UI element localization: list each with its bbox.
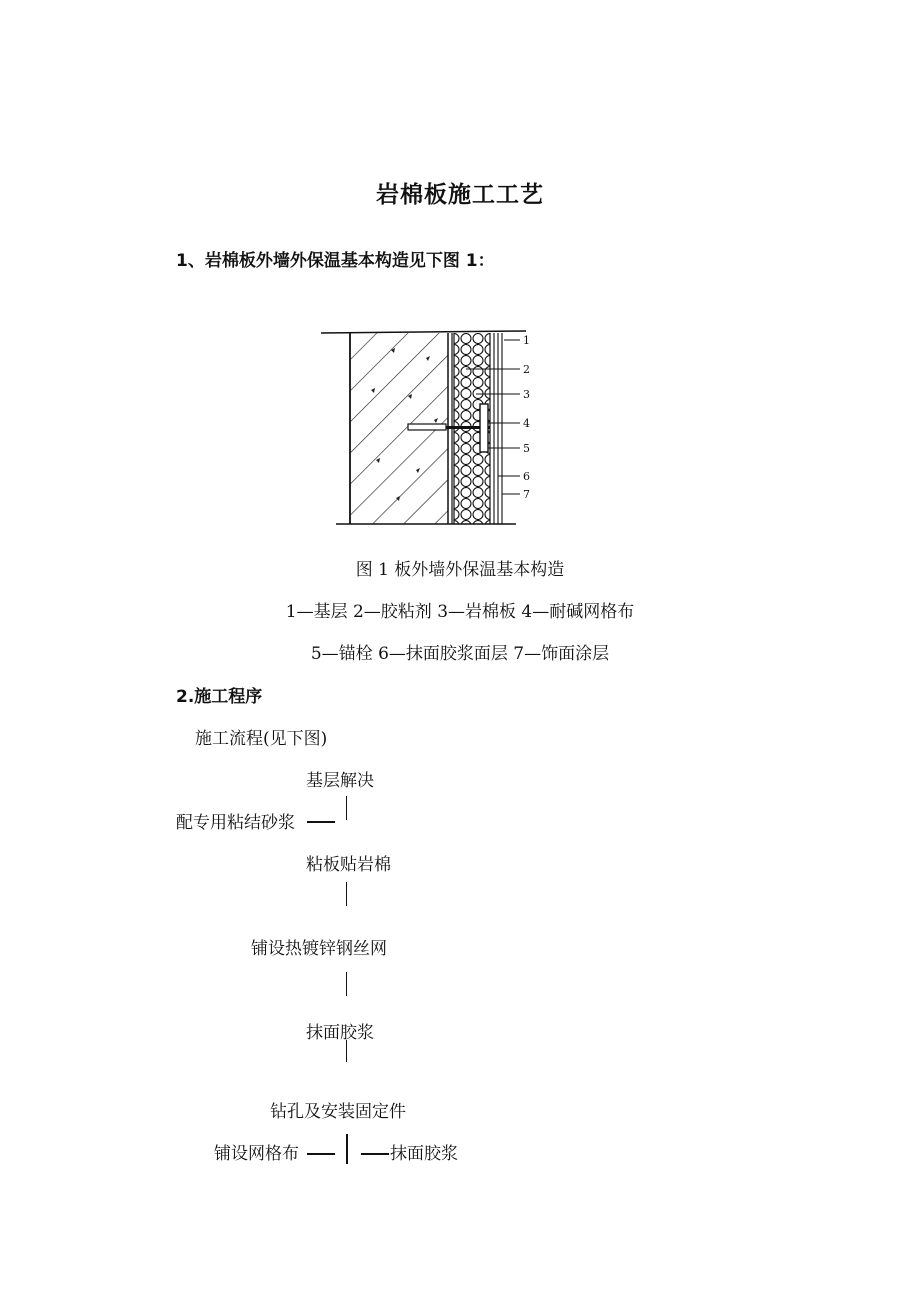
flow-side-adhesive-mortar: 配专用粘结砂浆 [176,813,295,833]
flow-side-dash-2 [307,1153,335,1155]
flow-side-plaster-mortar: 抹面胶浆 [390,1144,458,1164]
figure-label-2: 2 [523,363,530,376]
flow-step-paste-rock-wool: 粘板贴岩棉 [306,855,391,875]
flow-side-mesh-cloth: 铺设网格布 [214,1144,299,1164]
wall-insulation-diagram [316,300,546,540]
figure-caption: 图 1 板外墙外保温基本构造 [355,560,565,580]
figure-label-5: 5 [523,442,530,455]
figure-label-1: 1 [523,334,530,347]
flow-step-base-treatment: 基层解决 [306,771,374,791]
figure-label-6: 6 [523,470,530,483]
flow-step-drill-anchor: 钻孔及安装固定件 [270,1102,406,1122]
document-title: 岩棉板施工工艺 [376,182,544,208]
section-1-heading: 1、岩棉板外墙外保温基本构造见下图 1： [176,251,495,271]
figure-legend-line-2: 5—锚栓 6—抹面胶浆面层 7—饰面涂层 [310,644,610,664]
section-2-heading: 2.施工程序 [176,687,263,707]
flow-intro: 施工流程(见下图) [195,729,328,749]
flow-connector-5 [346,1134,348,1164]
flow-step-plaster-mortar: 抹面胶浆 [306,1023,374,1043]
flow-side-dash-3 [361,1153,389,1155]
figure-label-7: 7 [523,488,530,501]
top-boundary-line [321,331,526,333]
figure-label-3: 3 [523,388,530,401]
flow-side-dash-1 [307,821,335,823]
figure-label-4: 4 [523,417,530,430]
anchor-bolt-head [480,404,488,452]
flow-connector-4 [346,1040,347,1062]
figure-legend-line-1: 1—基层 2—胶粘剂 3—岩棉板 4—耐碱网格布 [285,602,635,622]
flow-connector-2 [346,882,347,906]
flow-connector-1 [346,796,347,820]
flow-connector-3 [346,972,347,996]
anchor-bolt-shaft [408,424,446,430]
flow-step-steel-mesh: 铺设热镀锌钢丝网 [251,939,387,959]
